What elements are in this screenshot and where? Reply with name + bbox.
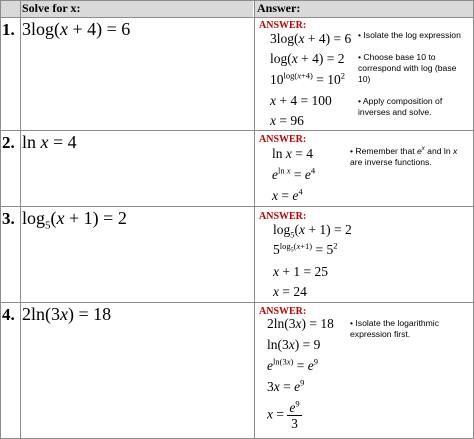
- row-1-note-3: • Apply composition of inverses and solve.: [358, 96, 443, 117]
- row-1-problem: 3log(x + 4) = 6: [22, 19, 131, 39]
- row-1-step-3: $10^{log(x+4)} = 10^2$: [270, 70, 345, 87]
- grid-row2-bottom: [0, 206, 474, 207]
- row-3-step-2: $5^{log_5(x+1)} = 5^2$: [273, 240, 338, 257]
- row-2-note-1: • Remember that $e^x$ and ln x are inverse functions.: [350, 146, 458, 167]
- row-2-problem: ln x = 4: [22, 132, 77, 152]
- row-4-step-1: 2ln(3x) = 18: [267, 316, 334, 331]
- row-3-number: 3.: [2, 209, 15, 228]
- row-4-answer-label: ANSWER:: [259, 306, 307, 317]
- grid-top: [0, 0, 474, 1]
- row-1-answer-label: ANSWER:: [259, 20, 307, 31]
- row-2-number: 2.: [2, 133, 15, 152]
- row-1-note-2: • Choose base 10 to correspond with log (base 10): [358, 52, 457, 84]
- header-solve-label: Solve for x:: [22, 1, 81, 15]
- row-2-step-3: $x = e^4$: [272, 186, 303, 203]
- row-2-step-2: $e^{ln x} = e^4$: [272, 165, 316, 182]
- row-4-step-5: x = $\frac{e^9}{3}$: [267, 398, 300, 431]
- grid-row1-bottom: [0, 130, 474, 131]
- row-1-step-5: x = 96: [270, 113, 304, 128]
- row-4-step-4: $3x = e^9$: [267, 377, 305, 394]
- row-3-answer-label: ANSWER:: [259, 211, 307, 222]
- row-4-number: 4.: [2, 305, 15, 324]
- row-1-step-2: log(x + 4) = 2: [270, 51, 345, 66]
- row-3-step-3: x + 1 = 25: [273, 264, 328, 279]
- row-2-step-1: ln x = 4: [272, 146, 314, 161]
- row-4-problem: 2ln(3x) = 18: [22, 304, 112, 324]
- grid-header-bottom: [0, 17, 474, 18]
- grid-answer-col: [254, 0, 255, 439]
- row-1-number: 1.: [2, 20, 15, 39]
- row-3-step-4: x = 24: [273, 284, 307, 299]
- header-answer-label: Answer:: [257, 1, 301, 15]
- row-4-step-2: ln(3x) = 9: [267, 337, 321, 352]
- row-1-step-1: 3log(x + 4) = 6: [270, 31, 352, 46]
- row-3-problem: $\log_5(x + 1) = 2$: [22, 208, 127, 232]
- grid-number-col: [20, 0, 21, 439]
- grid-left: [0, 0, 1, 439]
- grid-row3-bottom: [0, 302, 474, 303]
- row-2-answer-label: ANSWER:: [259, 134, 307, 145]
- row-1-step-4: x + 4 = 100: [270, 93, 332, 108]
- row-4-step-3: $e^{ln(3x)} = e^9$: [267, 356, 318, 373]
- row-1-note-1: • Isolate the log expression: [358, 30, 461, 40]
- row-3-step-1: $\log_5(x + 1) = 2$: [273, 222, 352, 240]
- row-4-note-1: • Isolate the logarithmic expression first.: [350, 318, 439, 339]
